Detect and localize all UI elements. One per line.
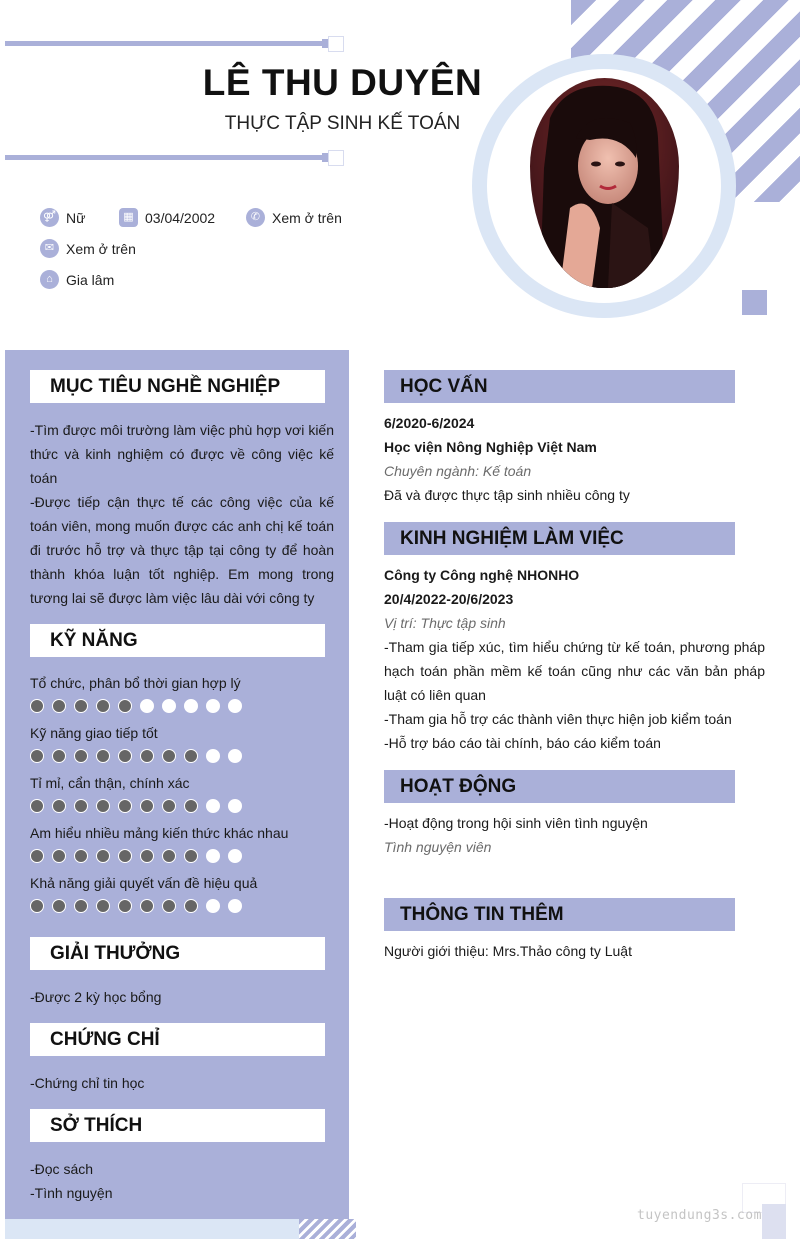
skill-label: Tổ chức, phân bổ thời gian hợp lý	[30, 675, 241, 691]
extra-info-heading: THÔNG TIN THÊM	[384, 898, 735, 931]
left-bottom-band	[5, 1219, 299, 1239]
rating-dot-filled	[118, 849, 132, 863]
rating-dot-filled	[30, 699, 44, 713]
education-heading: HỌC VẤN	[384, 370, 735, 403]
experience-company: Công ty Công nghệ NHONHO	[384, 567, 580, 583]
activity-line: -Hoạt động trong hội sinh viên tình nguyện	[384, 815, 648, 831]
decorative-square	[742, 290, 767, 315]
header-line-bottom-box	[328, 150, 344, 166]
skill-rating	[30, 799, 242, 813]
rating-dot-filled	[74, 749, 88, 763]
rating-dot-filled	[118, 799, 132, 813]
skill-label: Khả năng giải quyết vấn đề hiệu quả	[30, 875, 258, 891]
experience-period: 20/4/2022-20/6/2023	[384, 591, 514, 607]
rating-dot-filled	[96, 699, 110, 713]
rating-dot-filled	[30, 849, 44, 863]
rating-dot-filled	[162, 849, 176, 863]
rating-dot-empty	[140, 699, 154, 713]
experience-line: -Tham gia hỗ trợ các thành viên thực hiện job kiểm toán	[384, 711, 732, 727]
rating-dot-filled	[74, 899, 88, 913]
rating-dot-empty	[228, 799, 242, 813]
rating-dot-empty	[228, 699, 242, 713]
rating-dot-filled	[74, 799, 88, 813]
objective-line: -Tìm được môi trường làm việc phù hợp vơi kiến thức và kinh nghiệm có được về công việc kế toán	[30, 422, 334, 486]
header-line-top-box	[328, 36, 344, 52]
rating-dot-filled	[162, 899, 176, 913]
experience-line: -Tham gia tiếp xúc, tìm hiểu chứng từ kế toán, phương pháp hạch toán phần mềm kế toán cũng như các văn bản pháp luật có liên quan	[384, 639, 765, 703]
objective-line: -Được tiếp cận thực tế các công việc của kế toán viên, mong muốn được các anh chị kế toán đi trước hỗ trợ và thực tập tại công ty để hoàn thành khóa luận tốt nghiệp. Em mong trong tương lai sẽ được làm việc lâu dài với công ty	[30, 494, 334, 606]
candidate-name: LÊ THU DUYÊN	[202, 62, 483, 103]
rating-dot-empty	[206, 899, 220, 913]
rating-dot-filled	[184, 899, 198, 913]
contact-gender	[40, 208, 85, 227]
hobby-line: -Đọc sách	[30, 1161, 94, 1177]
contact-birthday	[119, 208, 215, 227]
education-text	[384, 411, 765, 507]
rating-dot-filled	[184, 849, 198, 863]
hobby-line: -Tình nguyện	[30, 1185, 113, 1201]
skills-heading: KỸ NĂNG	[30, 624, 325, 657]
rating-dot-filled	[96, 749, 110, 763]
skill-label: Kỹ năng giao tiếp tốt	[30, 725, 158, 741]
rating-dot-filled	[118, 899, 132, 913]
header-line-bottom	[5, 155, 323, 160]
rating-dot-empty	[206, 799, 220, 813]
rating-dot-filled	[52, 749, 66, 763]
experience-line: -Hỗ trợ báo cáo tài chính, báo cáo kiểm toán	[384, 735, 661, 751]
rating-dot-empty	[228, 899, 242, 913]
rating-dot-filled	[30, 799, 44, 813]
header-line-top	[5, 41, 323, 46]
rating-dot-filled	[96, 899, 110, 913]
skill-rating	[30, 899, 242, 913]
contact-email	[40, 239, 136, 258]
rating-dot-filled	[30, 899, 44, 913]
extra-info-text	[384, 939, 765, 963]
rating-dot-filled	[96, 799, 110, 813]
hobbies-text	[30, 1157, 334, 1205]
rating-dot-filled	[74, 699, 88, 713]
skill-rating	[30, 749, 242, 763]
education-note: Đã và được thực tập sinh nhiều công ty	[384, 487, 630, 503]
education-major: Chuyên ngành: Kế toán	[384, 463, 532, 479]
contact-address-value: Gia lâm	[66, 271, 115, 288]
rating-dot-filled	[140, 799, 154, 813]
awards-text	[30, 985, 334, 1009]
phone-icon: ✆	[246, 208, 265, 227]
contact-phone	[246, 208, 342, 227]
rating-dot-empty	[206, 849, 220, 863]
objective-heading: MỤC TIÊU NGHỀ NGHIỆP	[30, 370, 325, 403]
activities-text	[384, 811, 765, 859]
rating-dot-filled	[118, 749, 132, 763]
gender-icon: ⚤	[40, 208, 59, 227]
award-line: -Được 2 kỳ học bổng	[30, 989, 162, 1005]
skill-label: Am hiểu nhiều mảng kiến thức khác nhau	[30, 825, 289, 841]
rating-dot-empty	[206, 749, 220, 763]
contact-email-value: Xem ở trên	[66, 240, 136, 257]
calendar-icon: ▦	[119, 208, 138, 227]
experience-heading: KINH NGHIỆM LÀM VIỆC	[384, 522, 735, 555]
contact-address	[40, 270, 114, 289]
rating-dot-empty	[228, 849, 242, 863]
rating-dot-empty	[206, 699, 220, 713]
awards-heading: GIẢI THƯỞNG	[30, 937, 325, 970]
rating-dot-filled	[140, 749, 154, 763]
certificate-line: -Chứng chỉ tin học	[30, 1075, 145, 1091]
rating-dot-filled	[52, 899, 66, 913]
rating-dot-filled	[184, 799, 198, 813]
home-icon: ⌂	[40, 270, 59, 289]
certificates-heading: CHỨNG CHỈ	[30, 1023, 325, 1056]
hobbies-heading: SỞ THÍCH	[30, 1109, 325, 1142]
activity-role: Tình nguyện viên	[384, 839, 492, 855]
contact-birthday-value: 03/04/2002	[145, 209, 216, 226]
experience-text	[384, 563, 765, 755]
skill-rating	[30, 849, 242, 863]
activities-heading: HOẠT ĐỘNG	[384, 770, 735, 803]
rating-dot-filled	[74, 849, 88, 863]
rating-dot-filled	[140, 849, 154, 863]
certificates-text	[30, 1071, 334, 1095]
watermark-block	[762, 1204, 786, 1239]
rating-dot-filled	[118, 699, 132, 713]
rating-dot-filled	[184, 749, 198, 763]
watermark-text: tuyendung3s.com	[637, 1208, 762, 1223]
rating-dot-filled	[162, 749, 176, 763]
rating-dot-empty	[228, 749, 242, 763]
rating-dot-filled	[52, 849, 66, 863]
left-bottom-stripes	[299, 1219, 356, 1239]
experience-position: Vị trí: Thực tập sinh	[384, 615, 506, 631]
rating-dot-filled	[52, 699, 66, 713]
rating-dot-filled	[140, 899, 154, 913]
education-school: Học viện Nông Nghiệp Việt Nam	[384, 439, 597, 455]
mail-icon: ✉	[40, 239, 59, 258]
extra-info-line: Người giới thiệu: Mrs.Thảo công ty Luật	[384, 943, 632, 959]
education-period: 6/2020-6/2024	[384, 415, 475, 431]
rating-dot-filled	[52, 799, 66, 813]
rating-dot-filled	[96, 849, 110, 863]
rating-dot-filled	[162, 799, 176, 813]
candidate-role: THỰC TẬP SINH KẾ TOÁN	[224, 113, 461, 134]
objective-text	[30, 418, 334, 610]
skill-label: Tỉ mỉ, cẩn thận, chính xác	[30, 775, 190, 791]
contact-phone-value: Xem ở trên	[272, 209, 342, 226]
rating-dot-empty	[184, 699, 198, 713]
skill-rating	[30, 699, 242, 713]
rating-dot-empty	[162, 699, 176, 713]
rating-dot-filled	[30, 749, 44, 763]
contact-gender-value: Nữ	[66, 209, 86, 226]
